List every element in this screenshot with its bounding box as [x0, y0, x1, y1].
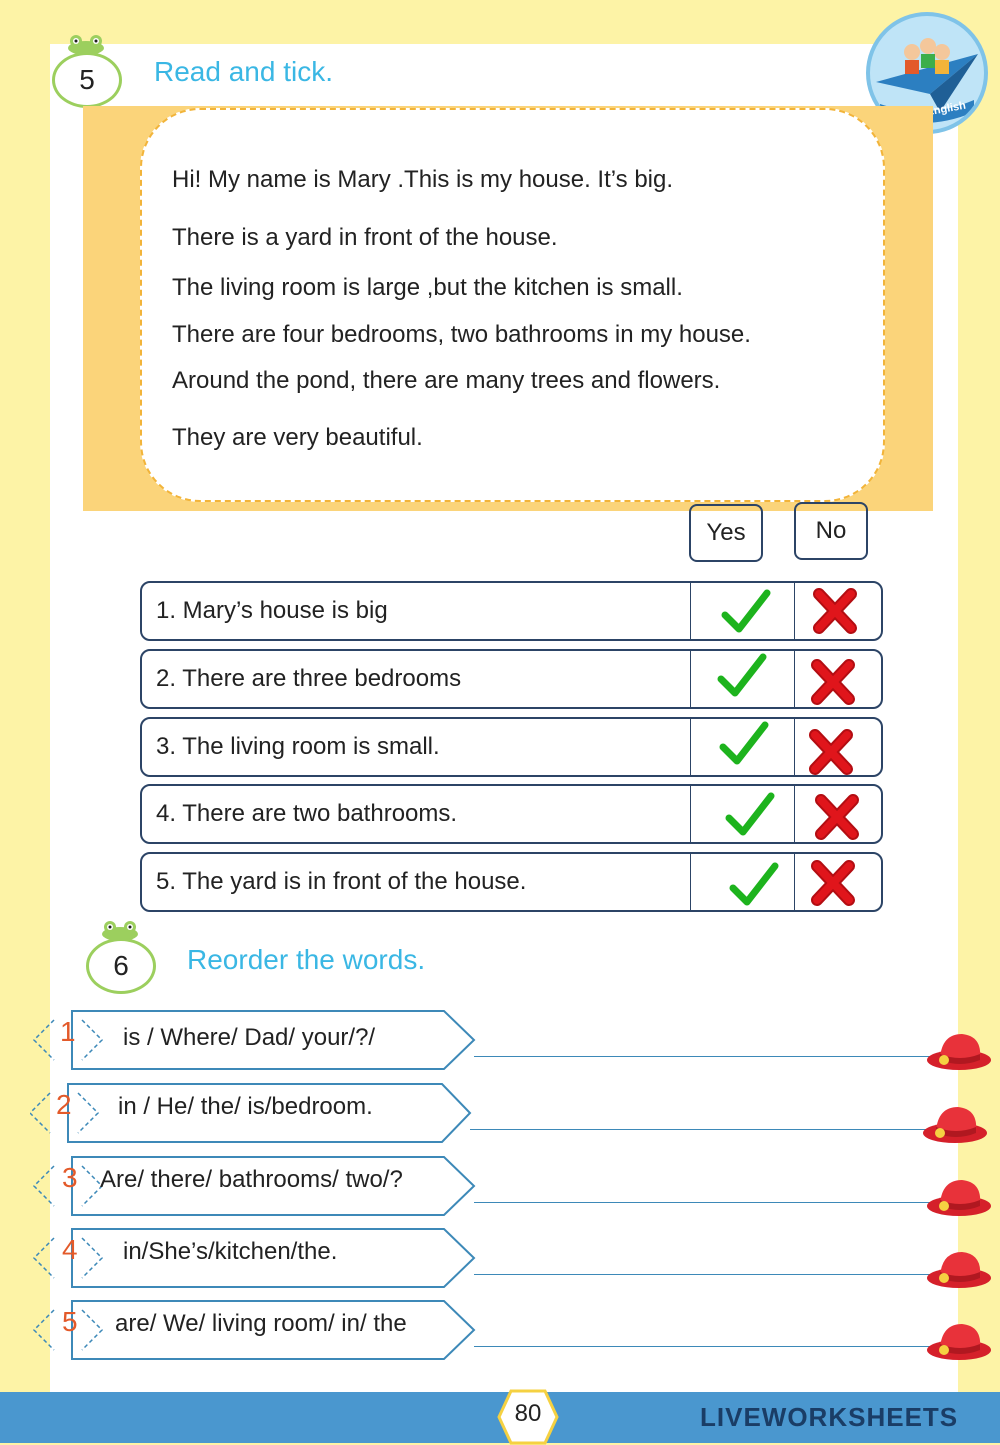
no-tick-option[interactable]: [795, 651, 883, 707]
yes-header: Yes: [689, 504, 763, 562]
no-tick-option[interactable]: [795, 719, 883, 775]
check-icon: [719, 721, 769, 767]
statement-row-3: [140, 717, 883, 777]
answer-line[interactable]: [474, 1346, 934, 1347]
cross-icon: [811, 860, 855, 906]
statement-text: 3. The living room is small.: [156, 733, 440, 760]
reorder-item-4: [30, 1226, 990, 1290]
answer-line[interactable]: [470, 1129, 930, 1130]
item-number: 5: [62, 1306, 78, 1337]
scrambled-words: Are/ there/ bathrooms/ two/?: [100, 1166, 403, 1193]
statement-text: 4. There are two bathrooms.: [156, 800, 458, 827]
no-tick-option[interactable]: [795, 583, 883, 639]
statement-row-2: [140, 649, 883, 709]
passage-line: Around the pond, there are many trees and flowers.: [172, 367, 721, 394]
cross-icon: [809, 729, 853, 775]
answer-line[interactable]: [474, 1056, 934, 1057]
reorder-item-5: [30, 1298, 990, 1362]
red-hat-icon: [926, 1178, 992, 1218]
item-number: 3: [62, 1162, 78, 1193]
page-number: 80: [514, 1400, 542, 1427]
section-6-number: 6: [86, 938, 156, 994]
reorder-item-2: [30, 1081, 990, 1145]
statement-text: 2. There are three bedrooms: [156, 665, 462, 692]
red-hat-icon: [926, 1250, 992, 1290]
check-icon: [717, 653, 767, 699]
item-number: 1: [60, 1016, 76, 1047]
passage-line: There is a yard in front of the house.: [172, 224, 558, 251]
reorder-item-3: [30, 1154, 990, 1218]
logo-text: English: [925, 99, 967, 119]
item-number: 2: [56, 1089, 72, 1120]
no-tick-option[interactable]: [795, 854, 883, 910]
yes-tick-option[interactable]: [691, 786, 794, 842]
answer-line[interactable]: [474, 1274, 934, 1275]
scrambled-words: is / Where/ Dad/ your/?/: [123, 1024, 376, 1051]
statement-text: 1. Mary’s house is big: [156, 597, 388, 624]
section-6-title: Reorder the words.: [187, 944, 426, 975]
statement-text: 5. The yard is in front of the house.: [156, 868, 527, 895]
passage-line: They are very beautiful.: [172, 424, 423, 451]
passage-line: Hi! My name is Mary .This is my house. It’s big.: [172, 166, 674, 193]
scrambled-words: are/ We/ living room/ in/ the: [115, 1310, 407, 1337]
answer-line[interactable]: [474, 1202, 934, 1203]
check-icon: [725, 792, 775, 838]
scrambled-words: in/She’s/kitchen/the.: [123, 1238, 338, 1265]
check-icon: [729, 862, 779, 908]
red-hat-icon: [926, 1032, 992, 1072]
section-5-title: Read and tick.: [154, 56, 333, 87]
cross-icon: [813, 588, 857, 634]
no-tick-option[interactable]: [795, 786, 883, 842]
statement-row-1: [140, 581, 883, 641]
red-hat-icon: [926, 1322, 992, 1362]
statement-row-4: [140, 784, 883, 844]
yes-tick-option[interactable]: [691, 854, 794, 910]
reorder-item-1: [30, 1008, 990, 1072]
passage-line: There are four bedrooms, two bathrooms in my house.: [172, 321, 751, 348]
scrambled-words: in / He/ the/ is/bedroom.: [118, 1093, 373, 1120]
frog-icon: [100, 920, 140, 940]
no-header: No: [794, 502, 868, 560]
statement-row-5: [140, 852, 883, 912]
yes-tick-option[interactable]: [691, 583, 794, 639]
red-hat-icon: [922, 1105, 988, 1145]
liveworksheets-brand[interactable]: LIVEWORKSHEETS: [700, 1402, 959, 1432]
passage-line: The living room is large ,but the kitchen is small.: [172, 274, 683, 301]
cross-icon: [815, 794, 859, 840]
item-number: 4: [62, 1234, 78, 1265]
cross-icon: [811, 659, 855, 705]
yes-tick-option[interactable]: [691, 651, 794, 707]
check-icon: [721, 589, 771, 635]
frog-icon: [66, 34, 106, 54]
section-5-number: 5: [52, 52, 122, 108]
yes-tick-option[interactable]: [691, 719, 794, 775]
